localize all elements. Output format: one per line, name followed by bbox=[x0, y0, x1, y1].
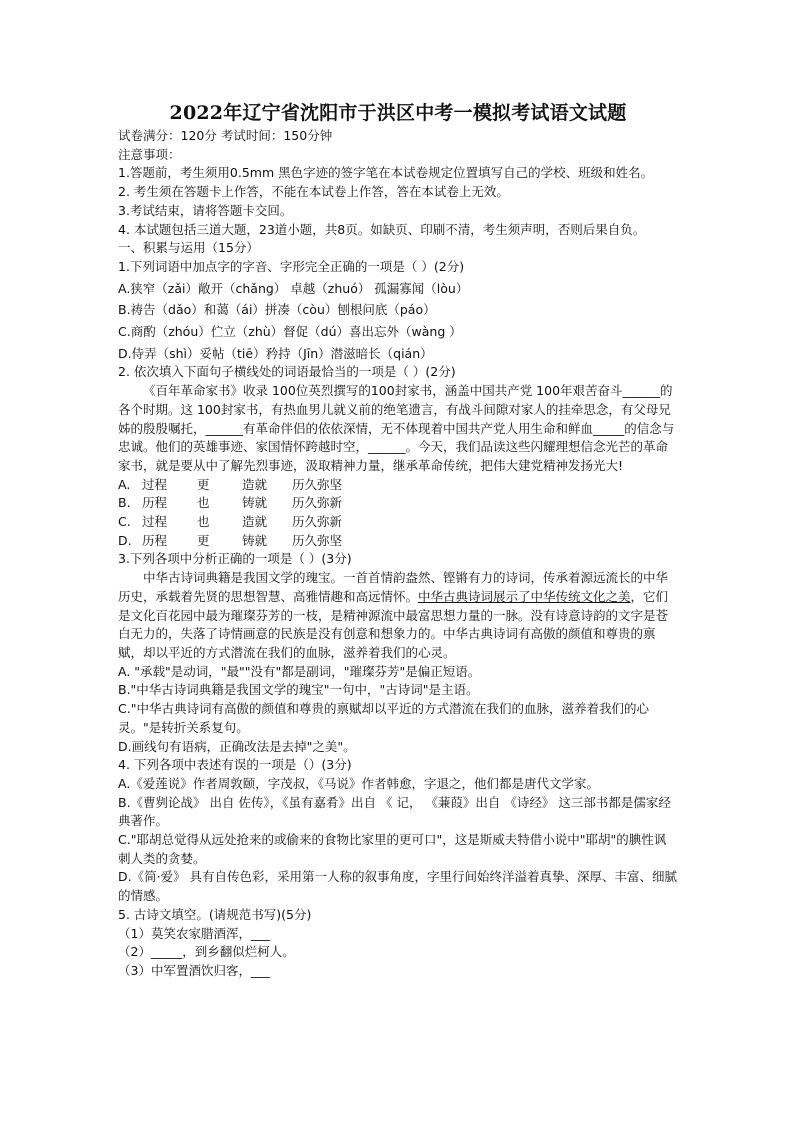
option-letter: D. bbox=[118, 532, 132, 548]
question-5-item: （2）_____，到乡翻似烂柯人。 bbox=[118, 944, 295, 960]
option-word: 造就 bbox=[242, 514, 268, 530]
underlined-sentence: 中华古典诗词展示了中华传统文化之美 bbox=[418, 588, 631, 604]
question-3-option: B."中华古诗词典籍是我国文学的瑰宝"一句中，"古诗词"是主语。 bbox=[118, 682, 479, 698]
option-word: 过程 bbox=[142, 514, 168, 530]
question-3-stem: 3.下列各项中分析正确的一项是（ ）(3分) bbox=[118, 551, 352, 567]
question-4-option: D.《简·爱》 具有自传色彩，采用第一人称的叙事角度，字里行间始终洋溢着真挚、深厚、丰富、细腻的情感。 bbox=[118, 869, 678, 904]
question-1-option: D.侍弄（shì）妥帖（tiē）矜持（Jīn）潜滋暗长（qián） bbox=[118, 345, 433, 361]
passage-text: ，它们是文化百花园中最为璀璨芬芳的一枝，是精神源流中最富思想力量的一脉。没有诗意诗韵的文字是苍白无力的，失落了诗情画意的民族是没有创意和想象力的。中华古典诗词有高傲的颜值和尊贵的禀赋，却以平近的方式潜流在我们的血脉，滋养着我们的心灵。 bbox=[118, 588, 669, 660]
question-4-stem: 4. 下列各项中表述有误的一项是（）(3分) bbox=[118, 757, 352, 773]
exam-page bbox=[118, 98, 678, 981]
option-letter: A. bbox=[118, 476, 131, 492]
question-1-option: B.祷告（dǎo）和蔼（ái）拼凑（còu）刨根问底（páo） bbox=[118, 302, 436, 318]
question-4-option: B.《曹刿论战》 出自 佐传》，《虽有嘉肴》出自 《 记， 《蒹葭》出自 《诗经》 这三部书都是儒家经典著作。 bbox=[118, 794, 671, 829]
option-letter: C. bbox=[118, 514, 131, 530]
option-word: 铸就 bbox=[242, 495, 268, 511]
page-title: 2022年辽宁省沈阳市于洪区中考一模拟考试语文试题 bbox=[169, 102, 627, 124]
question-2-option bbox=[118, 476, 678, 495]
question-3-option: D.画线句有语病，正确改法是去掉"之美"。 bbox=[118, 738, 356, 754]
question-3-passage bbox=[118, 569, 678, 663]
question-4-option: A.《爱莲说》作者周敦颐，字茂叔，《马说》作者韩愈，字退之，他们都是唐代文学家。 bbox=[118, 775, 600, 791]
option-letter: B. bbox=[118, 495, 131, 511]
question-1-option: A.狭窄（zǎi）敞开（chǎng） 卓越（zhuó） 孤漏寡闻（lòu） bbox=[118, 280, 469, 296]
option-word: 历久弥坚 bbox=[292, 476, 343, 492]
question-1-stem: 1.下列词语中加点字的字音、字形完全正确的一项是（ ）(2分) bbox=[118, 258, 465, 274]
option-word: 历程 bbox=[142, 495, 168, 511]
option-word: 过程 bbox=[142, 476, 168, 492]
question-2-option bbox=[118, 532, 678, 551]
question-2-option bbox=[118, 513, 678, 532]
section-heading: 一、积累与运用（15分） bbox=[118, 240, 259, 256]
question-2-passage: 《百年革命家书》收录 100位英烈撰写的100封家书，涵盖中国共产党 100年艰苦奋斗______的各个时期。这 100封家书，有热血男儿就义前的绝笔遗言，有战斗间隙对家人的挂牵思念，有父母兄姊的殷殷嘱托，______有革命伴侣的依依深情，无不体现着中国共产党人用生命和鲜血_____的信念与忠诚。他们的英雄事迹、家国情怀跨越时空，______。今天，我们品读这些闪耀理想信念光芒的革命家书，就是要从中了解先烈事迹，汲取精神力量，继承革命传统，把伟大建党精神发扬光大! bbox=[118, 383, 675, 473]
option-word: 历程 bbox=[142, 532, 168, 548]
option-word: 更 bbox=[197, 532, 210, 548]
option-word: 历久弥新 bbox=[292, 514, 343, 530]
question-3-option: A. "承载"是动词，"最""没有"都是副词，"璀璨芬芳"是偏正短语。 bbox=[118, 663, 481, 679]
question-2-option bbox=[118, 494, 678, 513]
question-5-stem: 5. 古诗文填空。(请规范书写)(5分) bbox=[118, 906, 312, 922]
option-word: 造就 bbox=[242, 476, 268, 492]
note-item: 1.答题前，考生须用0.5mm 黑色字迹的签字笔在本试卷规定位置填写自己的学校、班级和姓名。 bbox=[118, 165, 654, 181]
option-word: 也 bbox=[197, 495, 210, 511]
question-1-option: C.商酌（zhóu）伫立（zhù）督促（dú）喜出忘外（wàng ） bbox=[118, 324, 462, 340]
option-word: 铸就 bbox=[242, 532, 268, 548]
passage-text: 中华古诗词典籍是我国文学的瑰宝。一首首情韵盎然、铿锵有力的诗词，传承着源远流长的中华历史，承载着先贤的思想智慧、高雅情趣和高远情怀。 bbox=[118, 570, 669, 604]
exam-meta: 试卷满分：120分 考试时间：150分钟 bbox=[118, 128, 333, 143]
question-2-stem: 2. 依次填入下面句子横线处的词语最恰当的一项是（ ）(2分) bbox=[118, 364, 456, 380]
note-item: 3.考试结束，请将答题卡交回。 bbox=[118, 202, 293, 218]
option-word: 更 bbox=[197, 476, 210, 492]
option-word: 历久弥新 bbox=[292, 495, 343, 511]
question-5-item: （3）中军置酒饮归客，___ bbox=[118, 962, 270, 978]
question-5-item: （1）莫笑农家腊酒浑，___ bbox=[118, 925, 270, 941]
option-word: 历久弥坚 bbox=[292, 532, 343, 548]
note-item: 2. 考生须在答题卡上作答，不能在本试卷上作答，答在本试卷上无效。 bbox=[118, 184, 509, 200]
notes-heading: 注意事项： bbox=[118, 146, 181, 162]
question-4-option: C."耶胡总觉得从远处抢来的或偷来的食物比家里的更可口"，这是斯威夫特借小说中"耶胡"的腆性讽刺人类的贪婪。 bbox=[118, 832, 667, 866]
question-3-option: C."中华古典诗词有高傲的颜值和尊贵的禀赋却以平近的方式潜流在我们的血脉，滋养着我们的心灵。"是转折关系复句。 bbox=[118, 701, 649, 735]
note-item: 4. 本试题包括三道大题，23道小题，共8页。如缺页、印刷不清，考生须声明，否则后果自负。 bbox=[118, 221, 646, 237]
option-word: 也 bbox=[197, 514, 210, 530]
